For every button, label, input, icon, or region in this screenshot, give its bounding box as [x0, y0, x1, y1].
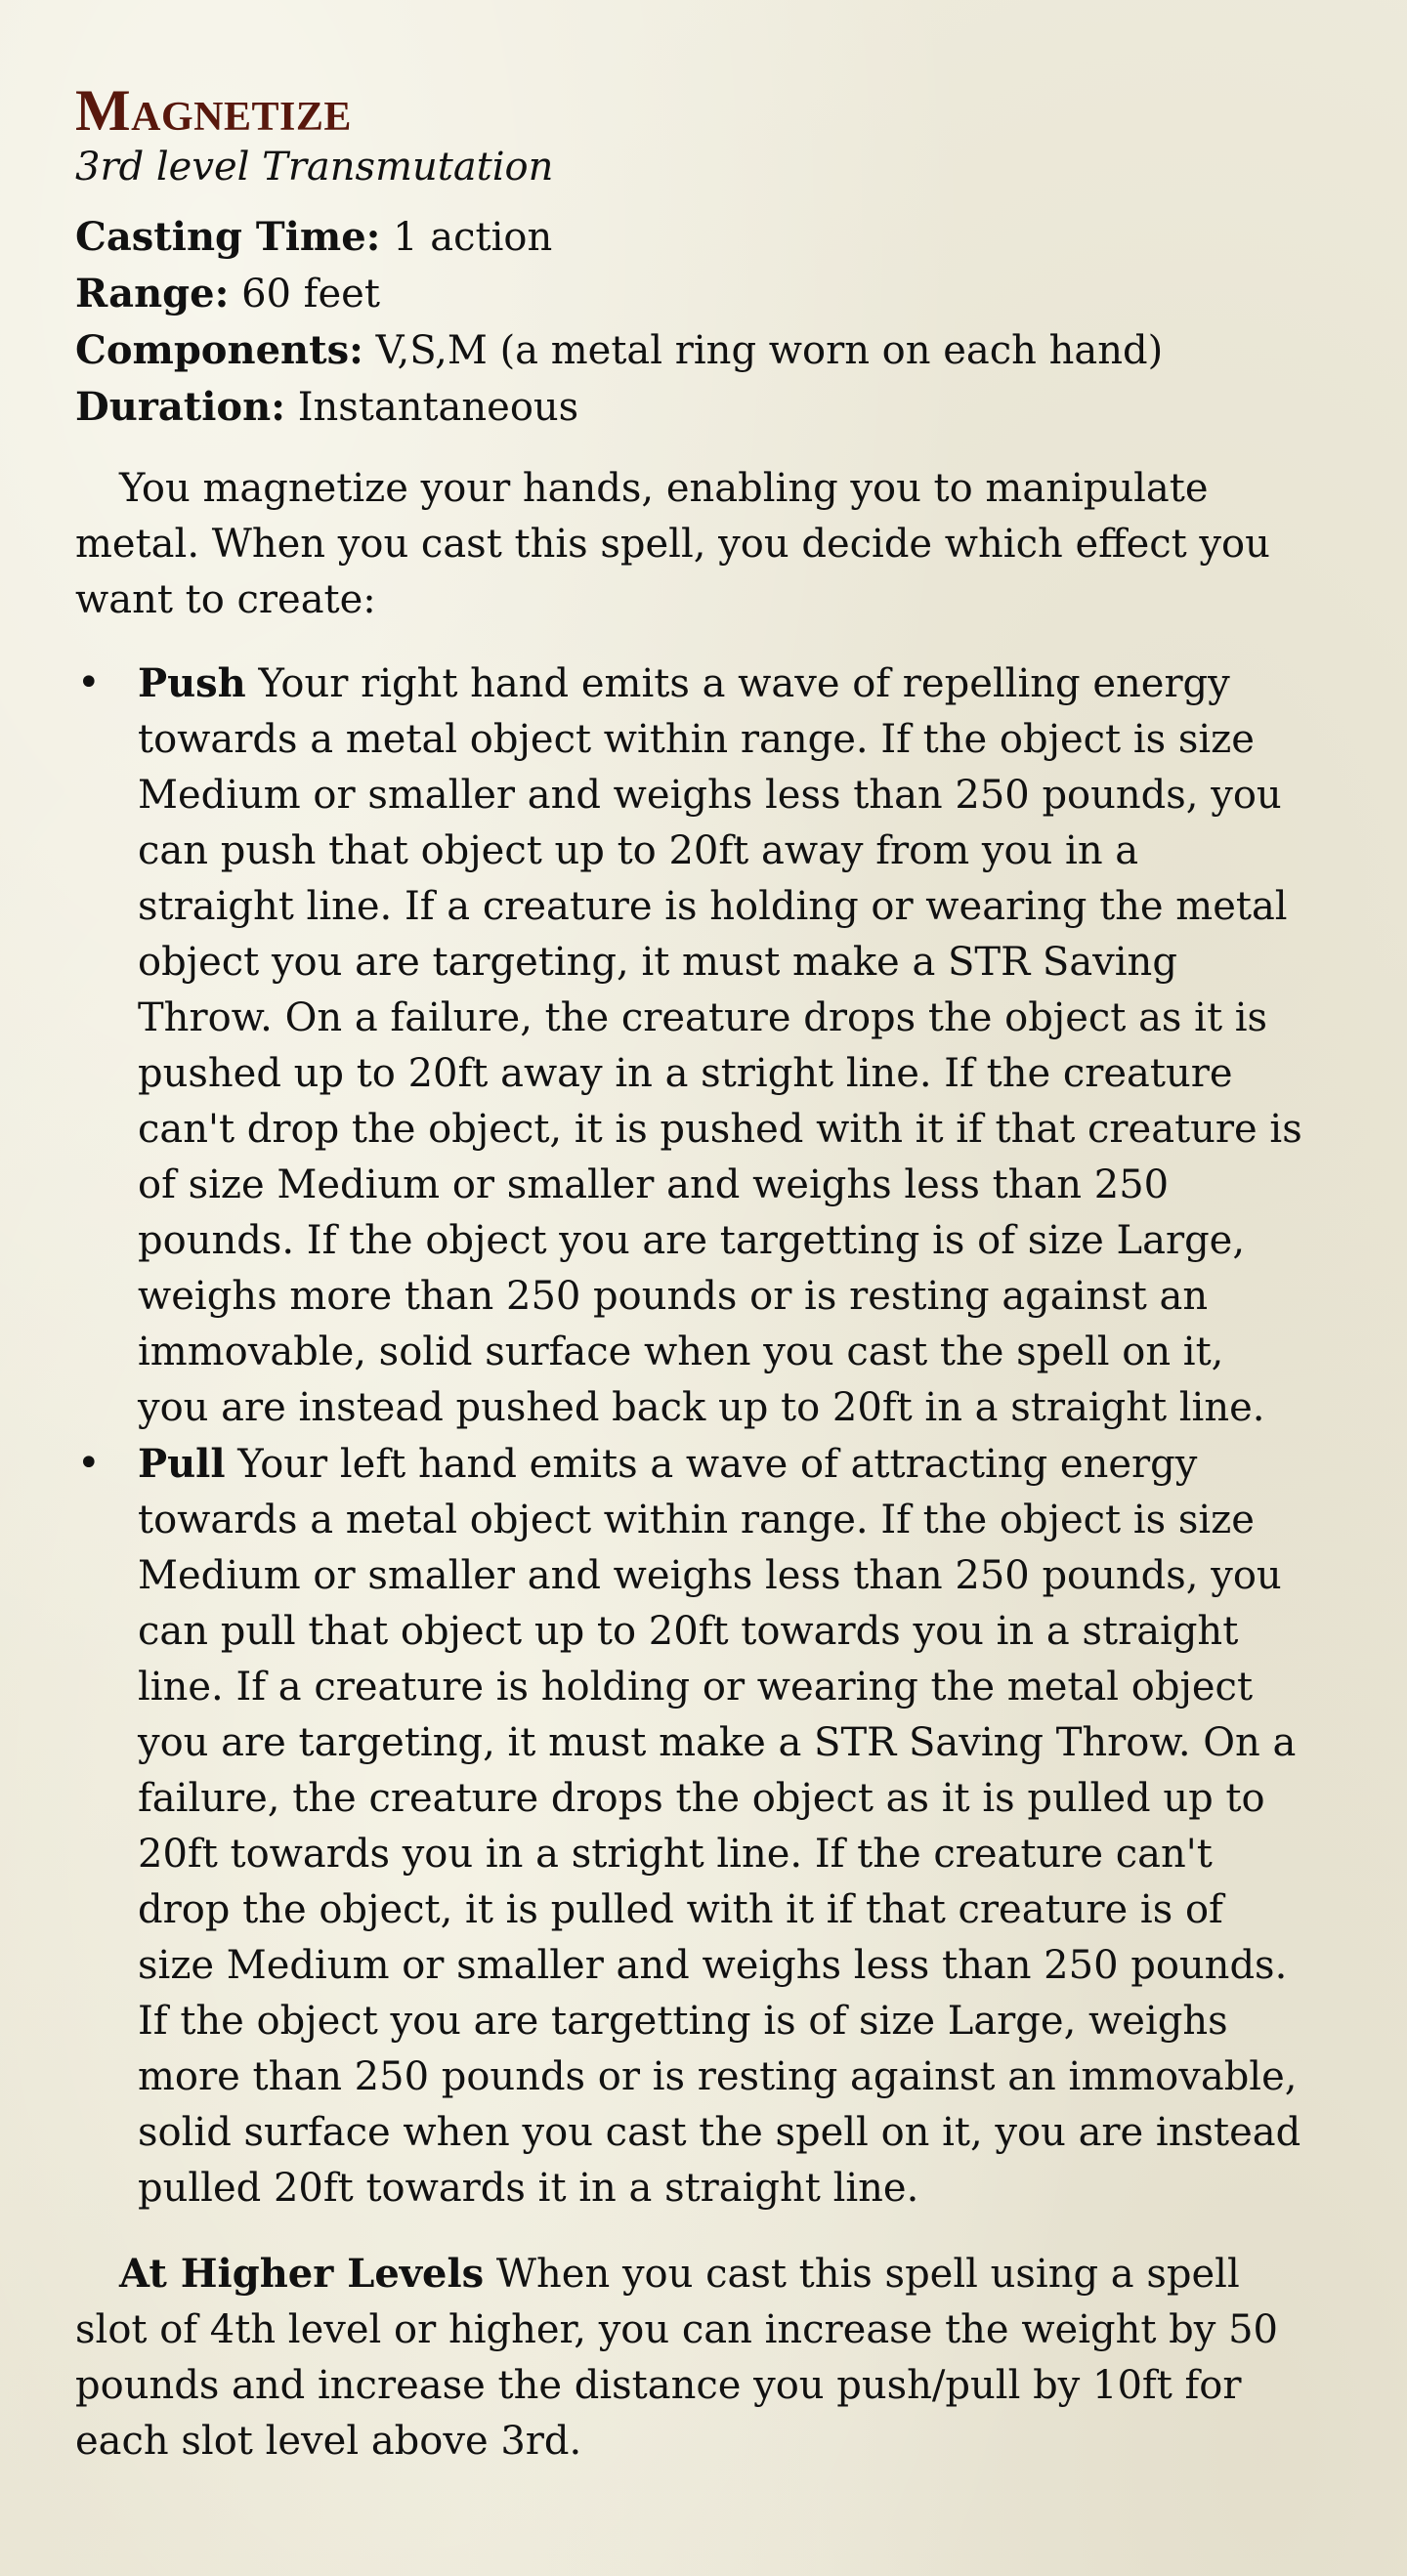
bullet-icon: •	[77, 1441, 101, 1486]
bullet-icon: •	[77, 660, 101, 705]
higher-levels-text: When you cast this spell using a spell slot of 4th level or higher, you can increase the weight by 50 pounds and increase the distance you push/pull by 10ft for each slot level above 3rd.	[75, 2252, 1278, 2464]
spell-school-level: 3rd level Transmutation	[75, 145, 554, 190]
range-line	[75, 266, 1306, 322]
casting-time-value: 1 action	[393, 215, 553, 260]
casting-time-label: Casting Time:	[75, 214, 381, 260]
components-line	[75, 322, 1306, 379]
effect-name: Pull	[138, 1441, 226, 1487]
effect-text: Your left hand emits a wave of attracting energy towards a metal object within range. If the object is size Medium or smaller and weighs less than 250 pounds, you can pull that object up to 20ft towards you in a straight line. If a creature is holding or wearing the metal object you are targeting, it must make a STR Saving Throw. On a failure, the creature drops the object as it is pulled up to 20ft towards you in a stright line. If the creature can't drop the object, it is pulled with it if that creature is of size Medium or smaller and weighs less than 250 pounds. If the object you are targetting is of size Large, weighs more than 250 pounds or is resting against an immovable, solid surface when you cast the spell on it, you are instead pulled 20ft towards it in a straight line.	[138, 1442, 1301, 2211]
range-label: Range:	[75, 271, 230, 317]
components-value: V,S,M (a metal ring worn on each hand)	[375, 328, 1164, 373]
spell-card	[75, 78, 1306, 2470]
higher-levels-label: At Higher Levels	[119, 2251, 485, 2297]
spell-name: Magnetize	[75, 78, 352, 143]
effect-name: Push	[138, 660, 246, 706]
duration-value: Instantaneous	[297, 385, 579, 430]
higher-levels-paragraph	[75, 2246, 1306, 2470]
effect-text: Your right hand emits a wave of repelling energy towards a metal object within range. If the object is size Medium or smaller and weighs less than 250 pounds, you can push that object up to 20ft away from you in a straight line. If a creature is holding or wearing the metal object you are targeting, it must make a STR Saving Throw. On a failure, the creature drops the object as it is pushed up to 20ft away in a stright line. If the creature can't drop the object, it is pushed with it if that creature is of size Medium or smaller and weighs less than 250 pounds. If the object you are targetting is of size Large, weighs more than 250 pounds or is resting against an immovable, solid surface when you cast the spell on it, you are instead pushed back up to 20ft in a straight line.	[138, 661, 1302, 1430]
casting-time-line	[75, 209, 1306, 266]
effect-list	[75, 655, 1306, 2217]
duration-line	[75, 379, 1306, 436]
range-value: 60 feet	[241, 272, 380, 317]
effect-push	[75, 655, 1306, 1436]
components-label: Components:	[75, 327, 363, 373]
effect-pull	[75, 1436, 1306, 2217]
duration-label: Duration:	[75, 384, 285, 430]
spell-description: You magnetize your hands, enabling you to manipulate metal. When you cast this spell, you decide which effect you want to create:	[75, 466, 1270, 622]
